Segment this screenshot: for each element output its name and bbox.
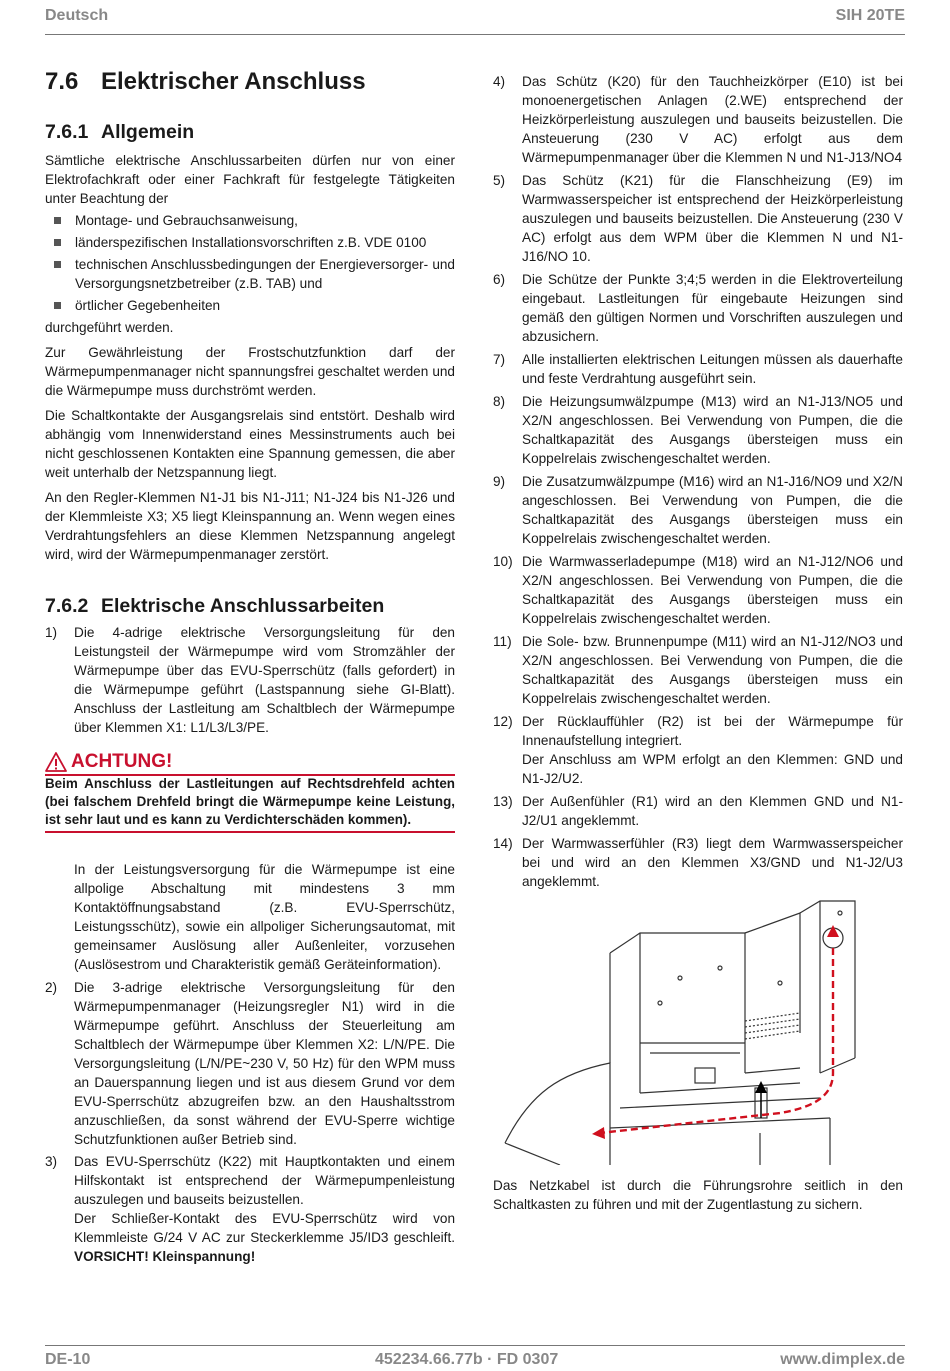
list-item: 6) Die Schütze der Punkte 3;4;5 werden in die Elektroverteilung eingebaut. Lastleitungen für eingebaute Heizungen sind gemäß den gültigen Normen und Vorschriften auszulegen und abzusichern. (493, 272, 903, 344)
list-item: örtlicher Gegebenheiten (45, 296, 455, 315)
figure-caption: Das Netzkabel ist durch die Führungsrohre seitlich in den Schaltkasten zu führen und mit der Zugentlastung zu sichern. (493, 1178, 903, 1212)
paragraph: Zur Gewährleistung der Frostschutzfunktion darf der Wärmepumpenmanager nicht spannungsfrei geschaltet werden und die Wärmepumpe muss durchströmt werden. (45, 345, 455, 398)
allgemein-body (45, 151, 455, 564)
section-title: 7.6 Elektrischer Anschluss (45, 68, 366, 95)
header-language: Deutsch (45, 7, 109, 24)
caution-text: VORSICHT! Kleinspannung! (74, 1249, 256, 1264)
subsection-title-anschlussarbeiten: 7.6.2 Elektrische Anschlussarbeiten (45, 595, 385, 617)
subsection-title-allgemein: 7.6.1 Allgemein (45, 121, 195, 143)
list-item: 4) Das Schütz (K20) für den Tauchheizkörper (E10) ist bei monoenergetischen Anlagen (2.WE) entsprechend der Heizkörperleistung auszulegen und bauseits beizustellen. Die Ansteuerung (230 V AC) erfolgt aus dem Wärmepumpenmanager über die Klemmen N und N1-J13/NO4 (493, 74, 903, 165)
item-3: 3) Das EVU-Sperrschütz (K22) mit Hauptkontakten und einem Hilfskontakt ist entsprechend der Wärmepumpenleistung auszulegen und bauseits beizustellen. Der Schließer-Kontakt des EVU-Sperrschütz wird von Klemmleiste G/24 V AC zur Steckerklemme J5/ID3 geschleift. VORSICHT! Kleinspannung! (45, 1154, 455, 1264)
page-header (45, 0, 905, 35)
header-model: SIH 20TE (835, 7, 905, 24)
footer-url[interactable]: www.dimplex.de (780, 1351, 905, 1368)
footer-doc: 452234.66.77b · FD 0307 (375, 1351, 559, 1368)
list-item: technischen Anschlussbedingungen der Energieversorger- und Versorgungsnetzbetreiber (z.B. TAB) und (45, 255, 455, 293)
arrow-icon (755, 1081, 767, 1118)
list-item: 12) Der Rücklauffühler (R2) ist bei der Wärmepumpe für Innenaufstellung integriert. Der Anschluss am WPM erfolgt an den Klemmen: GND und N1-J2/U2. (493, 714, 903, 786)
paragraph: An den Regler-Klemmen N1-J1 bis N1-J11; N1-J24 bis N1-J26 und der Klemmleiste X3; X5 liegt Kleinspannung an. Wenn wegen eines Verdrahtungsfehlers an diese Klemmen Netzspannung angelegt wird, wird der Wärmepumpenmanager zerstört. (45, 490, 455, 562)
intro-paragraph: Sämtliche elektrische Anschlussarbeiten dürfen nur von einer Elektrofachkraft oder einer Fachkraft für festgelegte Tätigkeiten unter Beachtung der (45, 153, 455, 206)
list-item: 9) Die Zusatzumwälzpumpe (M16) wird an N1-J16/NO9 und X2/N angeschlossen. Bei Verwendung von Pumpen, die die Schaltkapazität des Ausgangs übersteigen muss ein Koppelrelais zwischengeschaltet werden. (493, 474, 903, 546)
warning-heading: ACHTUNG! (45, 752, 455, 776)
list-item: länderspezifischen Installationsvorschriften z.B. VDE 0100 (45, 233, 455, 252)
warning-icon (45, 752, 67, 772)
warning-text: Beim Anschluss der Lastleitungen auf Rechtsdrehfeld achten (bei falschem Drehfeld bringt die Wärmepumpe keine Leistung, ist sehr laut und es kann zu Verdichterschäden kommen). (45, 775, 455, 833)
page-footer (45, 1345, 905, 1371)
list-item: 8) Die Heizungsumwälzpumpe (M13) wird an N1-J13/NO5 und X2/N angeschlossen. Bei Verwendung von Pumpen, die die Schaltkapazität des Ausgangs übersteigen muss ein Koppelrelais zwischengeschaltet werden. (493, 394, 903, 466)
list-item: 5) Das Schütz (K21) für die Flanschheizung (E9) im Warmwasserspeicher ist entsprechend der Heizkörperleistung auszulegen und bauseits beizustellen. Die Ansteuerung (230 V AC) erfolgt aus dem WPM über die Klemmen N und N1-J16/NO 10. (493, 173, 903, 264)
items-continued (45, 860, 455, 1269)
footer-page: DE-10 (45, 1351, 91, 1368)
paragraph: Die Schaltkontakte der Ausgangsrelais sind entstört. Deshalb wird abhängig vom Innenwiderstand eines Messinstruments auch bei nicht geschlossenen Kontakten eine Spannung gemessen, die aber weit unterhalb der Netzspannung liegt. (45, 408, 455, 480)
right-column-items (493, 72, 903, 891)
item-1: 1) Die 4-adrige elektrische Versorgungsleitung für den Leistungsteil der Wärmepumpe wird vom Stromzähler der Wärmepumpe über das EVU-Sperrschütz (falls gefordert) in die Wärmepumpe geführt (Lastspannung siehe GI-Blatt). Anschluss der Lastleitung am Schaltblech der Wärmepumpe über Klemmen X1: L1/L3/L3/PE. (45, 625, 455, 735)
list-item: 11) Die Sole- bzw. Brunnenpumpe (M11) wird an N1-J12/NO3 und X2/N angeschlossen. Bei Verwendung von Pumpen, die die Schaltkapazität des Ausgangs übersteigen muss ein Koppelrelais zwischengeschaltet werden. (493, 634, 903, 706)
list-item: Montage- und Gebrauchsanweisung, (45, 211, 455, 230)
cable-routing-figure (500, 893, 905, 1165)
list-item: 7) Alle installierten elektrischen Leitungen müssen als dauerhafte und feste Verdrahtung ausgeführt sein. (493, 352, 903, 386)
list-item: 10) Die Warmwasserladepumpe (M18) wird an N1-J12/NO6 und X2/N angeschlossen. Bei Verwendung von Pumpen, die die Schaltkapazität des Ausgangs übersteigen muss ein Koppelrelais zwischengeschaltet werden. (493, 554, 903, 626)
list-item: 14) Der Warmwasserfühler (R3) liegt dem Warmwasserspeicher bei und wird an den Klemmen X3/GND und N1-J2/U3 angeklemmt. (493, 836, 903, 889)
item-2: 2) Die 3-adrige elektrische Versorgungsleitung für den Wärmepumpenmanager (Heizungsregler N1) wird in die Wärmepumpe geführt. Anschluss der Steuerleitung am Schaltblech der Wärmepumpe über Klemmen X2: L/N/PE. Die Versorgungsleitung (L/N/PE~230 V, 50 Hz) für den WPM muss an Dauerspannung liegen und ist aus diesem Grund vor dem EVU-Sperrschütz abzugreifen bzw. an den Haushaltsstrom anzuschließen, da sonst während der EVU-Sperre wichtige Schutzfunktionen außer Betrieb sind. (45, 980, 455, 1147)
item-1-continued: In der Leistungsversorgung für die Wärmepumpe ist eine allpolige Abschaltung mit mindestens 3 mm Kontaktöffnungsabstand (z.B. EVU-Sperrschütz, Leistungsschütz), sowie ein allpoliger Sicherungsautomat, mit gemeinsamer Auslösung aller Außenleiter, vorzusehen (Auslösestrom und Charakteristik gemäß Geräteinformation). (74, 862, 455, 972)
list-item: 13) Der Außenfühler (R1) wird an den Klemmen GND und N1-J2/U1 angeklemmt. (493, 794, 903, 828)
after-list-text: durchgeführt werden. (45, 320, 174, 335)
